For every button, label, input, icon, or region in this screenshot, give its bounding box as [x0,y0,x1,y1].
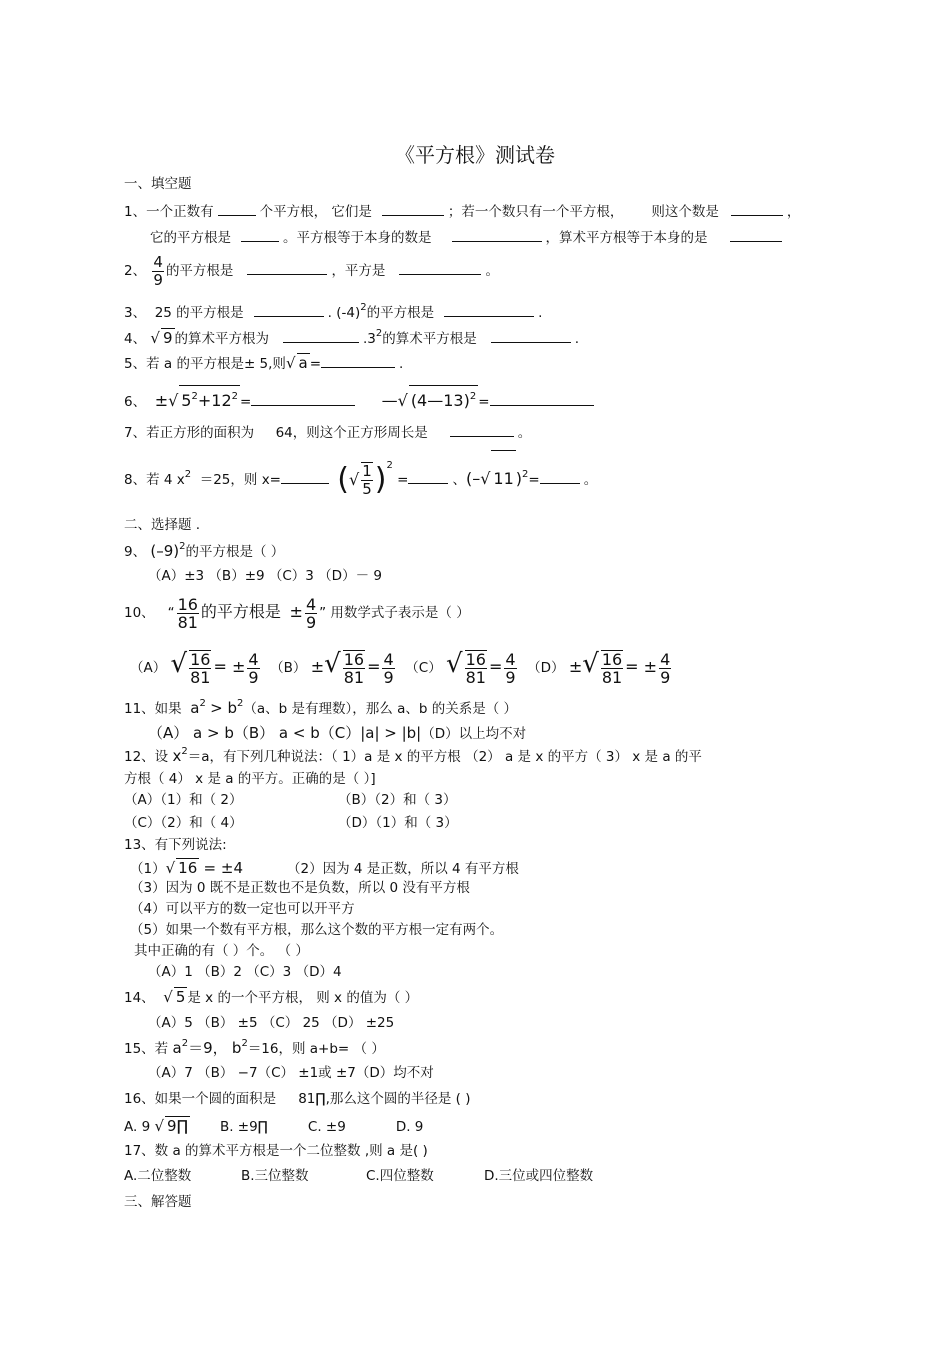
question-12-option-b[interactable]: （B）（2）和（ 3） [338,792,457,808]
q11-var-a: a [190,699,200,717]
answer-blank[interactable] [731,201,783,216]
question-4 [124,328,579,350]
q4-text-a: 的算术平方根为 [174,331,269,347]
left-paren: ( [337,462,350,497]
answer-blank[interactable] [281,469,329,484]
radical-sign: √ [168,391,179,410]
plus-minus-sign: ± [568,657,583,676]
question-13-item-5: （5）如果一个数有平方根，那么这个数的平方根一定有两个。 [130,922,504,938]
radicand-term: +12 [197,391,232,410]
option-c-label: （C） [405,660,442,676]
option-d: D. 9 [395,1119,424,1135]
q12-text-a: 12、设 [124,749,169,765]
answer-blank[interactable] [408,469,448,484]
option-a: A. 9 [124,1119,151,1135]
answer-blank[interactable] [450,422,514,437]
question-17-option-d[interactable]: D.三位或四位整数 [484,1168,594,1184]
superscript: 2 [184,469,192,480]
q8-text-b: ＝25，则 x= [199,472,281,488]
fraction-numerator: 16 [465,650,486,669]
answer-blank[interactable] [444,302,534,317]
superscript: 2 [375,328,383,339]
q10-fraction-2 [305,596,317,631]
equals-sign: = [488,657,503,676]
q11-text-a: 11、如果 [124,701,182,717]
answer-blank[interactable] [730,227,782,242]
q5-text-a: 5、若 a 的平方根是± 5,则 [124,356,286,372]
question-12-line-1 [124,747,702,768]
fraction-denominator: 9 [248,667,259,687]
radical-sign: √ [324,649,341,679]
question-13-options[interactable]: （A）1 （B）2 （C）3 （D）4 [148,964,342,980]
question-2 [124,253,499,289]
answer-blank[interactable] [540,469,580,484]
q7-text-b: 64，则这个正方形周长是 [275,425,428,441]
q8-paren-minus: (– [465,469,481,488]
question-12-option-c[interactable]: （C）（2）和（ 4） [124,815,243,831]
question-12-option-d[interactable]: （D）（1）和（ 3） [338,815,458,831]
q3-text-c: 的平方根是 [366,305,435,321]
question-6 [124,385,598,419]
equals-sign: = [478,394,490,410]
plus-minus-sign: ± [310,657,325,676]
open-quote: “ [167,605,175,621]
q6-number: 6、 [124,394,147,410]
radical-sign: √ [285,354,296,372]
equals-sign: = [240,394,252,410]
q4-text-c: 的算术平方根是 [382,331,477,347]
q2-number: 2、 [124,263,147,279]
superscript: 2 [241,1038,248,1049]
section-heading-fill-in: 一、填空题 [124,176,192,192]
option-d-label: （D） [527,660,565,676]
radical-sign: √ [480,469,491,488]
q3-text-b: . (-4) [327,305,361,321]
fraction-denominator: 9 [505,667,516,687]
q9-text: 的平方根是（ ） [185,544,285,560]
option-d-fraction [601,650,623,686]
equals-sign: = [528,472,540,488]
question-9-options[interactable]: （A）±3 （B）±9 （C）3 （D）－ 9 [148,568,382,584]
superscript: 2 [181,1038,189,1049]
fraction-numerator: 4 [153,252,163,271]
question-17-option-c[interactable]: C.四位整数 [366,1168,434,1184]
option-b-label: （B） [270,660,307,676]
option-a-label: （A） [130,660,167,676]
question-3 [124,302,542,324]
fraction-numerator: 4 [383,649,394,669]
q1-text-a: 1、一个正数有 [124,204,214,220]
question-12-option-a[interactable]: （A）（1）和（ 2） [124,792,243,808]
q7-text-a: 7、若正方形的面积为 [124,425,255,441]
separator: 、 [452,472,466,488]
answer-blank[interactable] [491,328,571,343]
q8-text-a: 8、若 4 x [124,472,185,488]
equals-plus-minus: = ± [213,657,246,676]
answer-blank[interactable] [283,328,359,343]
q1-text-h: ，算术平方根等于本身的是 [545,230,708,246]
question-12-line-2: 方根（ 4） x 是 a 的平方。正确的是（ ）] [124,771,376,787]
fraction-denominator: 81 [177,612,198,632]
page-title: 《平方根》测试卷 [395,143,555,167]
option-b: B. ±9∏ [219,1119,268,1135]
question-16 [124,1090,471,1108]
q11-text-b: （a、b 是有理数），那么 a、b 的关系是（ ） [243,701,517,717]
q13-equation: = ±4 [203,859,243,877]
superscript: 2 [179,541,186,552]
q1-text-f: 它的平方根是 [150,230,231,246]
question-11 [124,699,517,720]
q7-text-c: 。 [517,425,532,441]
q1-text-b: 个平方根， 它们是 [259,204,372,220]
fraction-numerator: 4 [505,649,516,669]
option-c-result [504,651,516,686]
q3-number: 3、 [124,305,147,321]
q10-text-b: ” 用数学式子表示是（ ） [319,605,470,621]
question-15 [124,1039,385,1060]
radical-sign: √ [582,649,599,679]
q11-option-d: （D）以上均不对 [421,726,527,742]
q3-text-a: 25 的平方根是 [154,305,244,321]
radical-sign: √ [165,859,176,877]
option-a-result [247,651,259,686]
question-14-options[interactable]: （A）5 （B） ±5 （C） 25 （D） ±25 [148,1015,395,1031]
q10-text-a: 的平方根是 [200,602,281,621]
radicand: a [298,354,308,372]
q12-var: x [172,747,182,765]
question-7 [124,422,531,442]
q2-fraction [152,254,164,289]
fraction-denominator: 5 [362,480,372,498]
radical-sign: √ [154,1117,165,1135]
fraction-numerator: 4 [248,649,259,669]
question-5 [124,353,403,373]
question-13-item-4: （4）可以平方的数一定也可以开平方 [130,901,355,917]
fraction-denominator: 9 [660,667,671,687]
radicand: 16 [178,859,198,877]
q9-number: 9、 [124,544,147,560]
radical-sign: √ [163,988,173,1006]
equals-sign: = [367,657,381,676]
fraction-numerator: 1 [362,462,372,480]
question-13-item-1 [130,858,519,878]
item-label: （1） [130,861,166,877]
answer-blank[interactable] [241,227,279,242]
question-13: 13、有下列说法: [124,837,227,853]
question-8: 8、若 4 $x^2 =25$，则 x= (√ $\frac{1}{5}$ )$^2$ = 、(–√ 11 )$^2$= 。 [124,450,597,510]
fraction-numerator: 16 [601,650,623,669]
radicand [179,385,240,419]
fraction-denominator: 81 [465,668,486,687]
q4-number: 4、 [124,331,147,347]
superscript: 2 [231,391,238,402]
answer-blank[interactable] [247,260,327,275]
fraction-numerator: 4 [305,594,317,614]
radicand-expression: (4—13 [410,391,464,410]
question-10-options[interactable] [130,642,673,690]
answer-blank[interactable] [490,391,594,406]
superscript: 2 [181,746,188,757]
radical-sign: √ [446,649,463,679]
question-17: 17、数 a 的算术平方根是一个二位整数 ,则 a 是( ) [124,1143,428,1159]
radicand: 11 [491,450,515,507]
right-paren: ) [374,462,387,497]
question-9 [124,542,284,563]
q2-text-a: 的平方根是 [165,263,234,279]
answer-blank[interactable] [452,227,542,242]
q14-text: 是 x 的一个平方根， 则 x 的值为（ ） [187,990,419,1006]
q1-text-e: ， [786,204,801,220]
option-d-result [659,651,671,686]
question-17-option-a[interactable]: A.二位整数 [124,1168,192,1184]
answer-blank[interactable] [254,302,324,317]
q3-text-d: . [538,305,543,321]
question-13-item-3: （3）因为 0 既不是正数也不是负数，所以 0 没有平方根 [130,880,470,896]
q14-number: 14、 [124,990,155,1006]
option-c: C. ±9 [307,1119,346,1135]
option-b-result [382,651,394,686]
q1-text-d: 则这个数是 [651,204,719,220]
equals-plus-minus: = ± [625,657,658,676]
q4-text-d: . [574,331,580,347]
plus-minus-sign: ± [289,602,303,621]
question-10 [124,590,470,635]
answer-blank[interactable] [321,353,395,368]
q1-text-c: ；若一个数只有一个平方根， [447,204,624,220]
superscript: 2 [522,469,529,480]
radicand-base: 5 [181,391,192,410]
superscript: 2 [191,391,198,402]
radical-sign: √ [397,391,408,410]
fraction-denominator: 9 [383,667,394,687]
q4-text-b: .3 [363,331,376,347]
section-heading-answer: 三、解答题 [124,1194,192,1210]
answer-blank[interactable] [399,260,481,275]
question-16-options[interactable] [124,1116,423,1136]
radical-sign: √ [349,470,360,489]
question-1-line-1 [124,201,800,221]
q15-eq-a: ＝9， [188,1039,228,1057]
q8-fraction [361,462,373,498]
radicand: 9∏ [167,1117,188,1135]
fraction-denominator: 81 [601,668,623,687]
question-15-options[interactable]: （A）7 （B） −7（C） ±1或 ±7（D）均不对 [148,1065,434,1081]
q13-item-2: （2）因为 4 是正数，所以 4 有平方根 [287,861,519,877]
q11-abs-expression: |a| > |b| [360,724,422,742]
plus-minus-sign: ± [154,391,169,410]
radicand: 5 [175,988,186,1006]
superscript: 2 [237,698,244,709]
question-11-options[interactable] [148,724,526,743]
superscript: 2 [199,698,206,709]
q2-text-b: ，平方是 [331,263,386,279]
option-c-fraction [465,650,487,686]
equals-sign: = [397,472,409,488]
q11-var-b: > b [210,699,238,717]
q16-text-b: 81∏,那么这个圆的半径是 ( ) [298,1091,471,1107]
option-b-fraction [343,650,365,686]
q1-text-g: 。平方根等于本身的数是 [283,230,432,246]
question-17-option-b[interactable]: B.三位整数 [241,1168,309,1184]
superscript: 2 [469,391,477,402]
q15-var-b: b [231,1039,242,1057]
q15-var-a: a [172,1039,182,1057]
question-1-line-2 [150,227,786,247]
q9-expression: (–9) [150,542,180,560]
q5-text-b: = [309,356,322,372]
q5-text-c: . [399,356,404,372]
q11-options-abc: （A） a > b（B） a < b（C） [148,724,361,742]
question-14 [124,987,418,1007]
q2-text-c: 。 [485,263,499,279]
radical-sign: √ [170,649,188,679]
option-a-fraction [189,650,211,686]
answer-blank[interactable] [382,201,444,216]
q10-fraction [177,596,199,631]
question-13-prompt: 其中正确的有（ ）个。 （ ） [134,943,309,959]
q12-text-b: ＝a，有下列几种说法：（ 1）a 是 x 的平方根 （2） a 是 x 的平方（ 3） x 是 a 的平 [187,749,702,765]
radicand: 9 [162,329,173,347]
superscript: 2 [360,302,367,313]
answer-blank[interactable] [218,201,256,216]
answer-blank[interactable] [251,391,355,406]
superscript: 2 [386,460,393,471]
q16-text-a: 16、如果一个圆的面积是 [124,1091,277,1107]
radicand: (4—13)$^2$ [409,385,478,419]
fraction-denominator: 9 [305,612,317,632]
fraction-denominator: 81 [190,668,211,687]
fraction-numerator: 16 [190,650,211,669]
q8-end: 。 [583,472,598,488]
q15-text-b: ＝16，则 a+b= （ ） [247,1041,385,1057]
fraction-numerator: 16 [343,650,365,669]
section-heading-choice: 二、选择题 . [124,517,201,533]
q10-number: 10、 [124,605,155,621]
fraction-numerator: 4 [660,649,671,669]
radical-sign: √ [150,329,160,347]
minus-sign: — [381,391,398,410]
q15-text-a: 15、若 [124,1041,169,1057]
fraction-numerator: 16 [177,594,198,614]
fraction-denominator: 81 [343,668,365,687]
fraction-denominator: 9 [153,270,163,289]
